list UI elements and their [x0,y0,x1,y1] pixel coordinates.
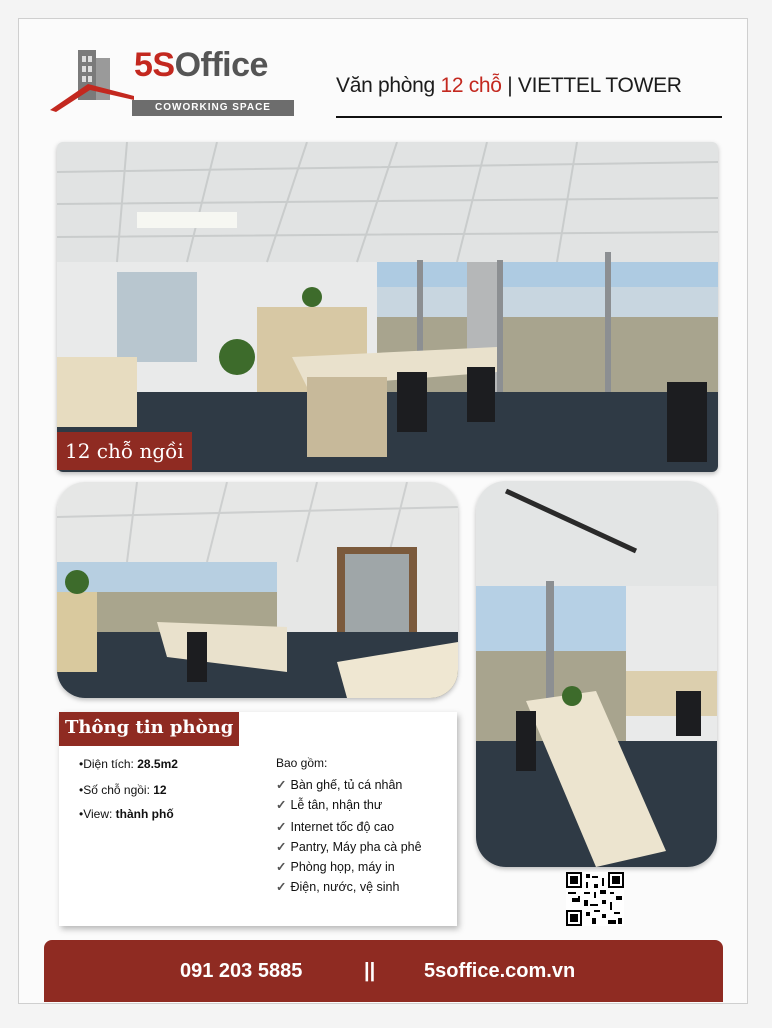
includes-title: Bao gồm: [276,756,328,770]
includes-item: ✓ Bàn ghế, tủ cá nhân [276,778,403,792]
seat-count-badge: 12 chỗ ngồi [57,432,192,470]
main-office-photo [57,142,718,472]
footer-separator: || [364,960,376,982]
title-divider [336,116,722,118]
contact-footer [44,940,723,1002]
title-highlight: 12 chỗ [440,74,502,97]
check-icon: ✓ [276,820,287,834]
includes-item: ✓ Pantry, Máy pha cà phê [276,840,422,854]
spec-seats: •Số chỗ ngồi: 12 [79,783,167,797]
includes-item: ✓ Phòng họp, máy in [276,860,395,874]
spec-area: •Diện tích: 28.5m2 [79,757,178,771]
phone-link[interactable]: 091 203 5885 [180,960,303,982]
check-icon: ✓ [276,880,287,894]
includes-item: ✓ Điện, nước, vệ sinh [276,880,400,894]
check-icon: ✓ [276,778,287,792]
includes-item: ✓ Lễ tân, nhận thư [276,798,383,812]
building-roof-icon [48,44,138,120]
logo-tagline: COWORKING SPACE [132,100,294,116]
qr-code-icon[interactable] [566,872,624,926]
logo [48,44,298,120]
office-photo-right [476,481,717,867]
office-photo-left [57,482,458,698]
info-title: Thông tin phòng [59,712,239,746]
room-info-panel [59,712,457,926]
includes-item: ✓ Internet tốc độ cao [276,820,395,834]
website-link[interactable]: 5soffice.com.vn [424,960,576,982]
check-icon: ✓ [276,860,287,874]
check-icon: ✓ [276,840,287,854]
logo-brand: 5SOffice [134,46,268,84]
page-title: Văn phòng 12 chỗ | VIETTEL TOWER [336,74,682,97]
spec-view: •View: thành phố [79,807,174,821]
check-icon: ✓ [276,798,287,812]
